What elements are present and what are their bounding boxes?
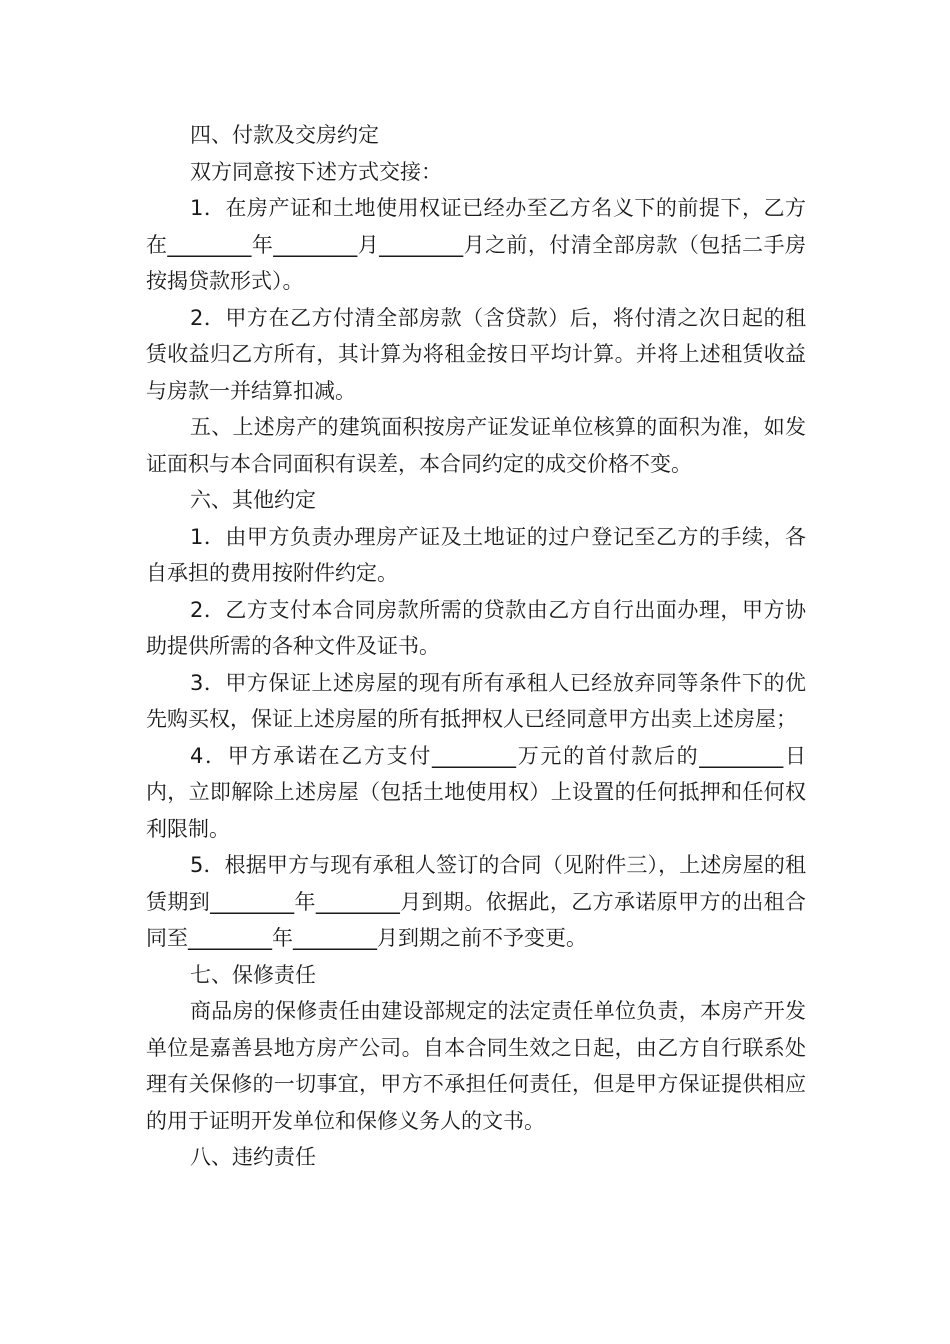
clause-6-5: 5．根据甲方与现有承租人签订的合同（见附件三），上述房屋的租赁期到________年________月到期。依据此，乙方承诺原甲方的出租合同至________年________月到期之前不予变更。 <box>146 853 806 950</box>
paragraph-warranty: 商品房的保修责任由建设部规定的法定责任单位负责，本房产开发单位是嘉善县地方房产公司。自本合同生效之日起，由乙方自行联系处理有关保修的一切事宜，甲方不承担任何责任，但是甲方保证提供相应的用于证明开发单位和保修义务人的文书。 <box>146 999 806 1133</box>
section-heading-breach: 八、违约责任 <box>190 1145 316 1169</box>
clause-4-2: 2．甲方在乙方付清全部房款（含贷款）后，将付清之次日起的租赁收益归乙方所有，其计算为将租金按日平均计算。并将上述租赁收益与房款一并结算扣减。 <box>146 305 806 403</box>
clause-6-3: 3．甲方保证上述房屋的现有所有承租人已经放弃同等条件下的优先购买权，保证上述房屋的所有抵押权人已经同意甲方出卖上述房屋； <box>146 670 806 731</box>
section-area: 五、上述房产的建筑面积按房产证发证单位核算的面积为准，如发证面积与本合同面积有误差，本合同约定的成交价格不变。 <box>146 415 806 476</box>
clause-4-1: 1．在房产证和土地使用权证已经办至乙方名义下的前提下，乙方在________年________月________月之前，付清全部房款（包括二手房按揭贷款形式）。 <box>146 196 806 293</box>
paragraph-handover-intro: 双方同意按下述方式交接： <box>190 159 442 184</box>
section-heading-payment: 四、付款及交房约定 <box>190 123 379 147</box>
section-heading-other: 六、其他约定 <box>190 488 316 512</box>
document-body <box>146 117 806 1176</box>
clause-6-4: 4．甲方承诺在乙方支付________万元的首付款后的________日内，立即解除上述房屋（包括土地使用权）上设置的任何抵押和任何权利限制。 <box>146 743 806 841</box>
section-heading-warranty: 七、保修责任 <box>190 962 316 987</box>
clause-6-1: 1．由甲方负责办理房产证及土地证的过户登记至乙方的手续，各自承担的费用按附件约定。 <box>146 524 806 585</box>
clause-6-2: 2．乙方支付本合同房款所需的贷款由乙方自行出面办理，甲方协助提供所需的各种文件及证书。 <box>146 597 806 658</box>
